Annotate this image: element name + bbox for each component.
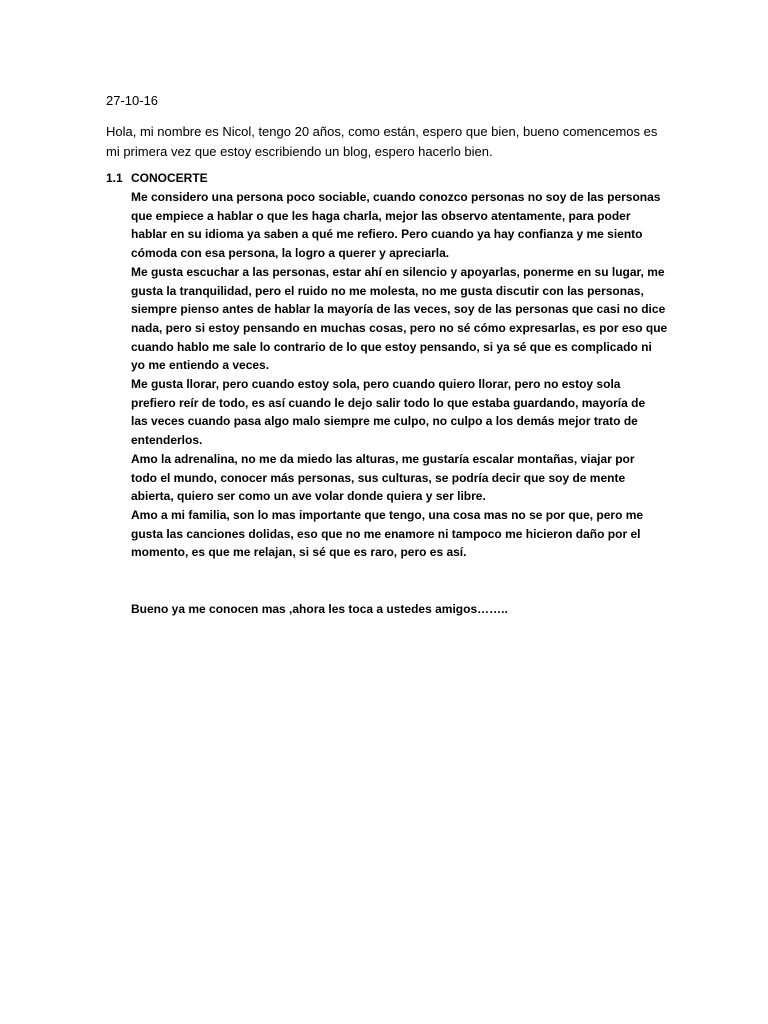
body-line: hablar en su idioma ya saben a qué me refiero. Pero cuando ya hay confianza y me siento xyxy=(131,227,643,242)
body-line: Amo a mi familia, son lo mas importante que tengo, una cosa mas no se por que, pero me xyxy=(131,507,644,522)
intro-line: mi primera vez que estoy escribiendo un blog, espero hacerlo bien. xyxy=(106,144,493,159)
body-line: prefiero reír de todo, es así cuando le dejo salir todo lo que estaba guardando, mayoría de xyxy=(131,395,646,410)
section-number: 1.1 xyxy=(106,171,123,185)
closing-line: Bueno ya me conocen mas ,ahora les toca a ustedes amigos…….. xyxy=(131,602,508,616)
body-line: abierta, quiero ser como un ave volar donde quiera y ser libre. xyxy=(131,489,486,504)
body-line: entenderlos. xyxy=(131,433,203,448)
body-line: gusta la tranquilidad, pero el ruido no me molesta, no me gusta discutir con las personas, xyxy=(131,283,644,298)
document-date: 27-10-16 xyxy=(106,93,159,108)
section-heading xyxy=(106,170,666,186)
intro-paragraph xyxy=(106,122,666,162)
body-line: Me gusta escuchar a las personas, estar ahí en silencio y apoyarlas, ponerme en su lugar, me xyxy=(131,264,665,279)
section-title: CONOCERTE xyxy=(131,171,208,185)
intro-line: Hola, mi nombre es Nicol, tengo 20 años, como están, espero que bien, bueno comencemos es xyxy=(106,124,658,139)
body-line: cuando hablo me sale lo contrario de lo que estoy pensando, si ya sé que es complicado ni xyxy=(131,339,652,354)
body-line: las veces cuando pasa algo malo siempre me culpo, no culpo a los demás mejor trato de xyxy=(131,414,638,429)
body-line: siempre pienso antes de hablar la mayoría de las veces, soy de las personas que casi no dice xyxy=(131,302,666,317)
body-line: nada, pero si estoy pensando en muchas cosas, pero no sé cómo expresarlas, es por eso que xyxy=(131,320,668,335)
section-body xyxy=(131,188,671,562)
body-line: cómoda con esa persona, la logro a querer y apreciarla. xyxy=(131,246,450,261)
body-line: yo me entiendo a veces. xyxy=(131,358,270,373)
section-conocerte xyxy=(106,170,668,560)
body-line: momento, es que me relajan, si sé que es raro, pero es así. xyxy=(131,545,467,560)
body-line: Me gusta llorar, pero cuando estoy sola, pero cuando quiero llorar, pero no estoy sola xyxy=(131,377,621,392)
body-line: gusta las canciones dolidas, eso que no me enamore ni tampoco me hicieron daño por el xyxy=(131,526,641,541)
body-line: Amo la adrenalina, no me da miedo las alturas, me gustaría escalar montañas, viajar por xyxy=(131,451,635,466)
body-line: que empiece a hablar o que les haga charla, mejor las observo atentamente, para poder xyxy=(131,208,631,223)
body-line: Me considero una persona poco sociable, cuando conozco personas no soy de las personas xyxy=(131,190,661,204)
body-line: todo el mundo, conocer más personas, sus culturas, se podría decir que soy de mente xyxy=(131,470,626,485)
